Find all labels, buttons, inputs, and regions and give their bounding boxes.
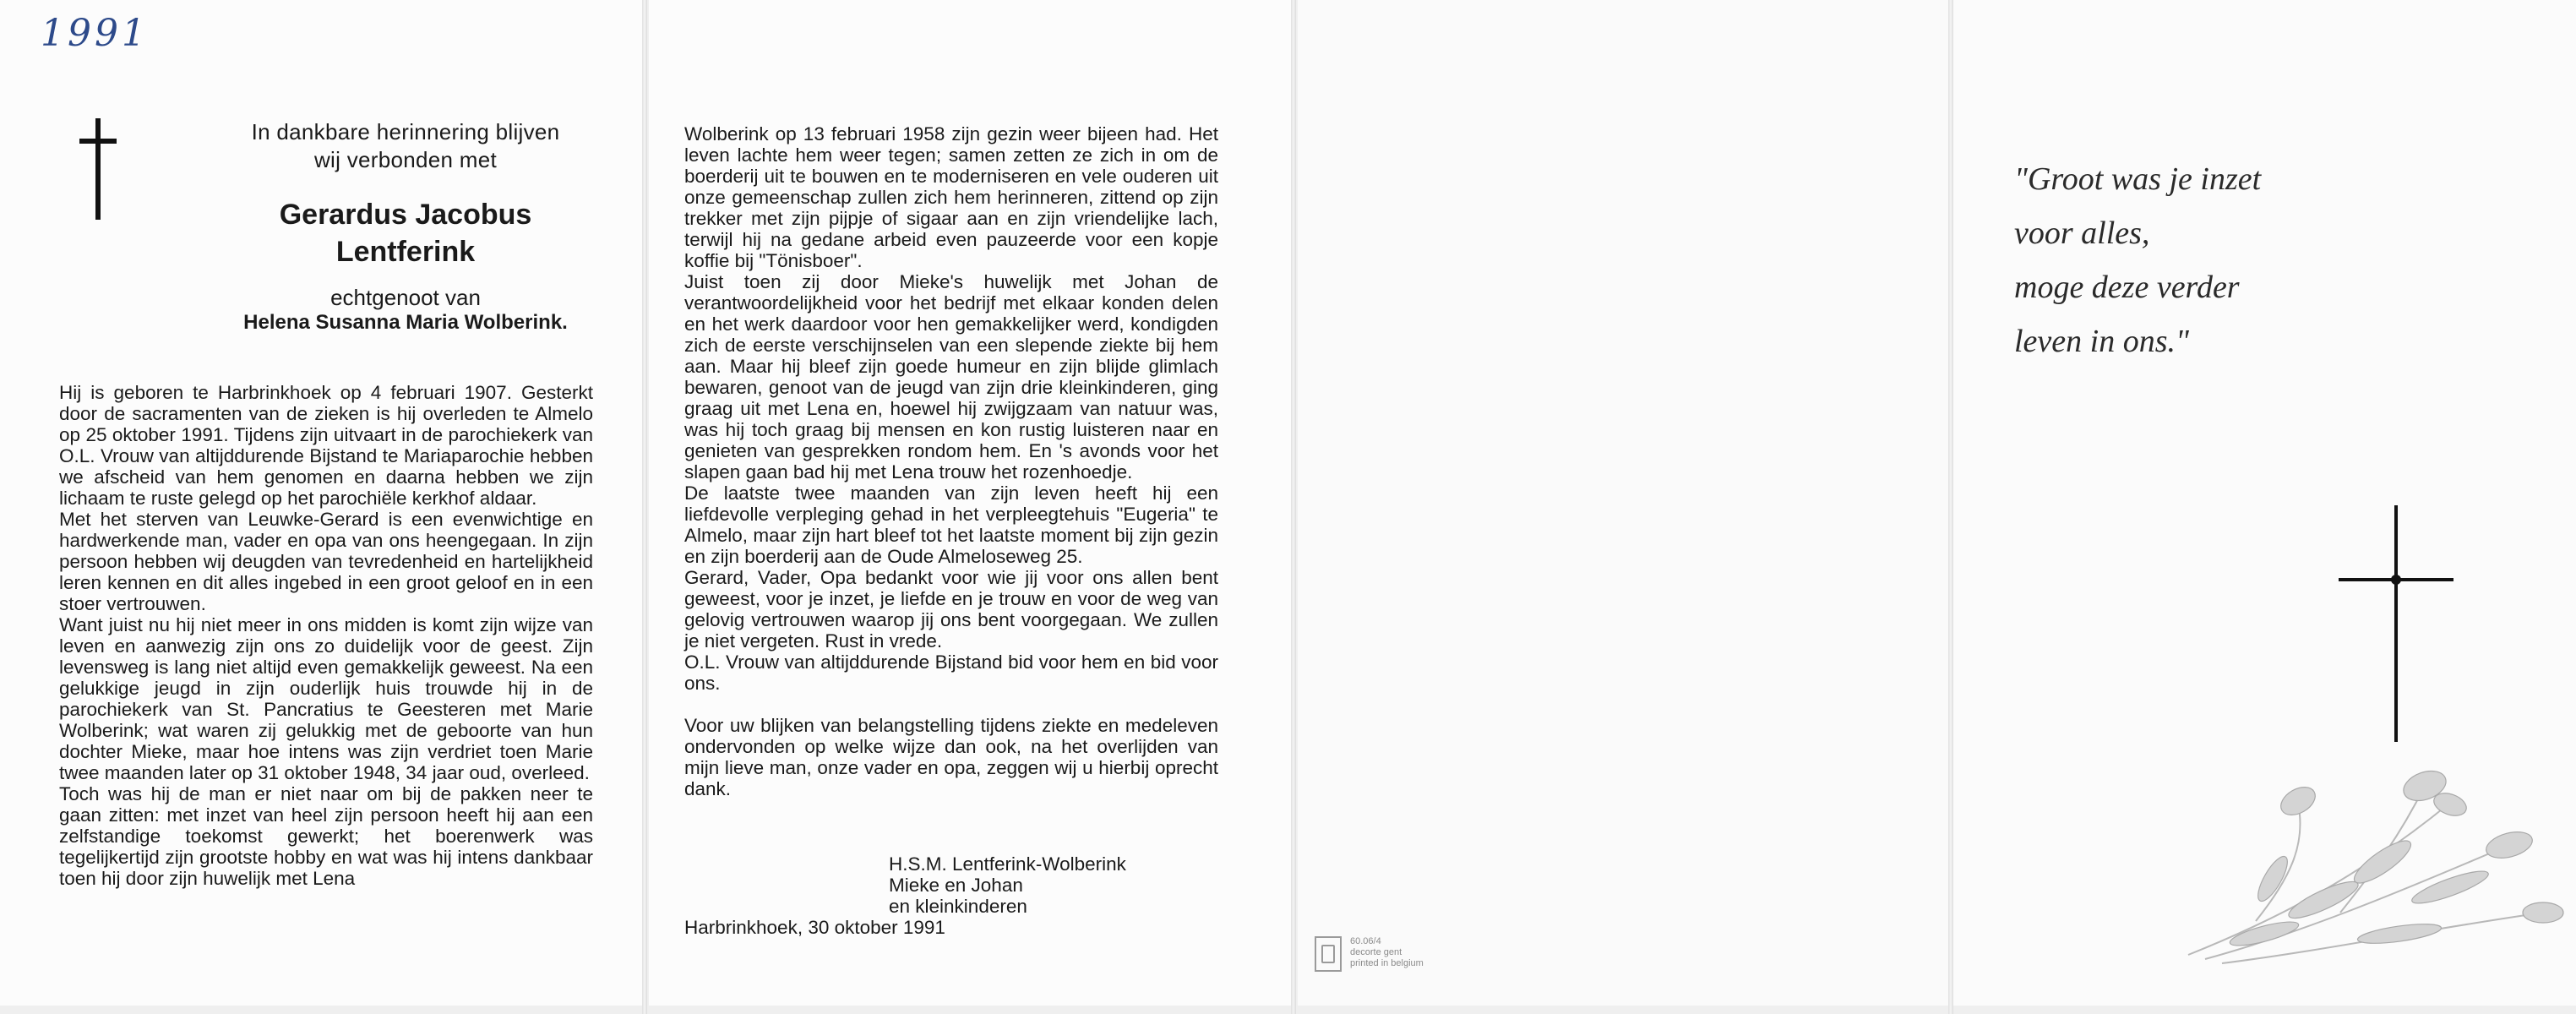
publisher-name: decorte gent <box>1350 947 1402 957</box>
place-date: Harbrinkhoek, 30 oktober 1991 <box>684 917 945 938</box>
fold-line <box>642 0 647 1014</box>
fold-line <box>1291 0 1296 1014</box>
spouse-label: echtgenoot van <box>330 285 481 310</box>
paragraph: Toch was hij de man er niet naar om bij de pakken neer te gaan zitten: met inzet van heel zijn persoon heeft hij aan een zelfstandige toekomst gewerkt; het boerenwerk was tegelijkertijd zijn grootste hobby en wat was hij intens dankbaar toen hij door zijn huwelijk met Lena <box>59 783 593 889</box>
paragraph: Juist toen zij door Mieke's huwelijk met Johan de verantwoordelijkheid voor het bedrijf met elkaar konden delen en het werk daardoor voor hen gemakkelijker werd, kondigden zich de eerste verschijnselen van een slepende ziekte bij hem aan. Maar hij bleef zijn goede humeur en zijn blijde glimlach bewaren, genoot van de jeugd van zijn drie kleinkinderen, ging graag uit met Lena en, hoewel hij zwijgzaam van natuur was, was hij toch graag bij mensen en kon rustig luisteren naar en genieten van gesprekken rondom hem. En 's avonds voor het slapen gaan bad hij met Lena trouw het rozenhoedje. <box>684 271 1218 482</box>
publisher-text <box>1350 936 1424 969</box>
paragraph: O.L. Vrouw van altijddurende Bijstand bid voor hem en bid voor ons. <box>684 651 1218 694</box>
signature-line: H.S.M. Lentferink-Wolberink <box>889 853 1126 875</box>
thanks-paragraph: Voor uw blijken van belangstelling tijdens ziekte en medeleven ondervonden op welke wijze dan ook, na het overlijden van mijn lieve man, onze vader en opa, zeggen wij u hierbij oprecht dank. <box>684 715 1218 799</box>
biography-column-1 <box>59 382 593 889</box>
deceased-name <box>169 196 642 270</box>
name-line: Lentferink <box>335 236 476 268</box>
biography-column-2 <box>684 123 1218 799</box>
publisher-logo <box>1315 936 1342 972</box>
publisher-printed: printed in belgium <box>1350 958 1424 968</box>
paragraph: Met het sterven van Leuwke-Gerard is een evenwichtige en hardwerkende man, vader en opa van ons heengegaan. In zijn persoon hebben wij deugden van tevredenheid en hartelijkheid leren kennen en dit alles ingebed in een groot geloof en in een stoer vertrouwen. <box>59 509 593 614</box>
publisher-code: 60.06/4 <box>1350 936 1381 946</box>
cross-icon <box>2339 505 2453 742</box>
paragraph: Wolberink op 13 februari 1958 zijn gezin weer bijeen had. Het leven lachte hem weer tegen; samen zetten ze zich in om de boerderij uit te bouwen en te moderniseren en vele ouderen uit onze gemeenschap zullen zich hem herinneren, zittend op zijn trekker met zijn pijpje of sigaar aan en zijn vriendelijke lach, terwijl hij na gedane arbeid even pauzeerde voor een kopje koffie bij "Tönisboer". <box>684 123 1218 271</box>
signature-line: Mieke en Johan <box>889 875 1023 896</box>
spouse-name: Helena Susanna Maria Wolberink. <box>243 311 568 334</box>
year-annotation: 1991 <box>41 12 149 55</box>
name-line: Gerardus Jacobus <box>279 199 532 231</box>
memorial-quote <box>2014 152 2261 368</box>
quote-line: moge deze verder <box>2014 270 2240 305</box>
quote-line: voor alles, <box>2014 215 2150 251</box>
signature-block <box>889 853 1126 917</box>
signature-line: en kleinkinderen <box>889 896 1027 917</box>
fold-line <box>1948 0 1953 1014</box>
quote-line: leven in ons." <box>2014 324 2189 359</box>
paragraph: De laatste twee maanden van zijn leven heeft hij een liefdevolle verpleging gehad in het verpleegtehuis "Eugeria" te Almelo, maar zijn hart bleef tot het laatste moment bij zijn gezin en zijn boerderij aan de Oude Almeloseweg 25. <box>684 482 1218 567</box>
paragraph: Gerard, Vader, Opa bedankt voor wie jij voor ons allen bent geweest, voor je inzet, je liefde en je trouw en voor de weg van gelovig vertrouwen waarop jij ons bent voorgegaan. We zullen je niet vergeten. Rust in vrede. <box>684 567 1218 651</box>
floral-illustration <box>2171 752 2568 972</box>
quote-line: "Groot was je inzet <box>2014 161 2262 197</box>
intro-text <box>169 118 642 174</box>
publisher-mark <box>1315 936 1424 972</box>
card-panel-back <box>1298 0 1948 1006</box>
paragraph: Want juist nu hij niet meer in ons midden is komt zijn wijze van leven en aanwezig zijn ons zo duidelijk voor de geest. Zijn levensweg is lang niet altijd even gemakkelijk geweest. Na een gelukkige jeugd in zijn ouderlijk huis trouwde hij in de parochiekerk van St. Pancratius te Geesteren met Marie Wolberink; wat waren zij gelukkig met de geboorte van hun dochter Mieke, maar hoe intens was zijn verdriet toen Marie twee maanden later op 31 oktober 1948, 34 jaar oud, overleed. <box>59 614 593 783</box>
paragraph: Hij is geboren te Harbrinkhoek op 4 februari 1907. Gesterkt door de sacramenten van de zieken is hij overleden te Almelo op 25 oktober 1991. Tijdens zijn uitvaart in de parochiekerk van O.L. Vrouw van altijddurende Bijstand te Mariaparochie hebben we afscheid van hem genomen en daarna hebben we zijn lichaam te ruste gelegd op het parochiële kerkhof aldaar. <box>59 382 593 509</box>
cross-icon <box>79 118 117 220</box>
intro-line: In dankbare herinnering blijven <box>251 119 560 144</box>
intro-line: wij verbonden met <box>313 147 498 172</box>
